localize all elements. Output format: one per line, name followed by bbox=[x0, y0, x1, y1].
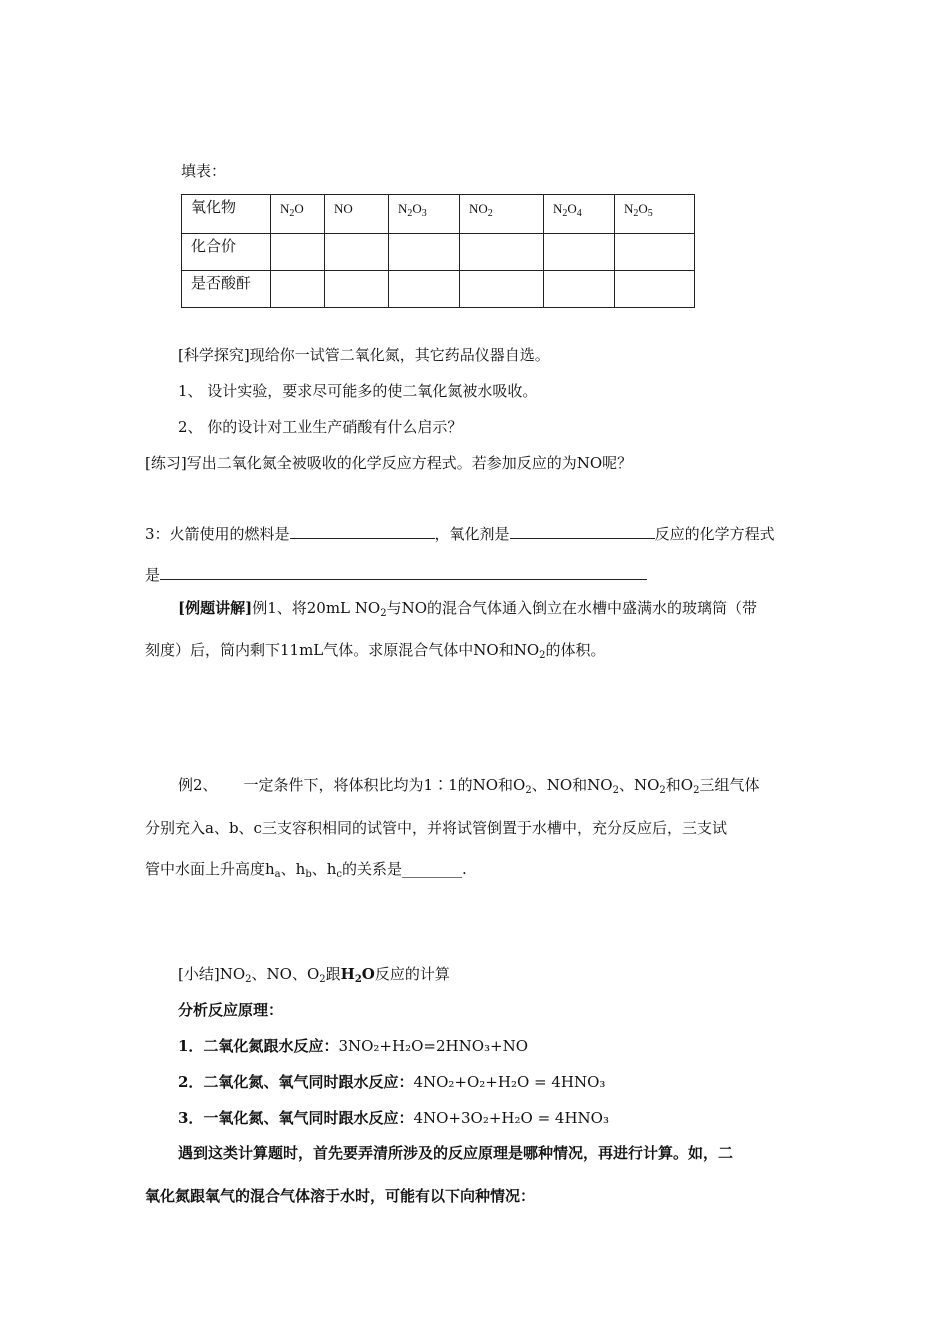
table-cell[interactable] bbox=[271, 271, 325, 308]
reaction-2: 2．二氧化氮、氧气同时跟水反应：4NO₂+O₂+H₂O = 4HNO₃ bbox=[178, 1073, 606, 1091]
table-cell[interactable] bbox=[389, 234, 460, 271]
table-cell[interactable] bbox=[460, 234, 544, 271]
example-2-line3: 管中水面上升高度$h_a$、$h_b$、$h_c$的关系是________. bbox=[145, 860, 467, 880]
reaction-1: 1．二氧化氮跟水反应：3NO₂+H₂O=2HNO₃+NO bbox=[178, 1037, 529, 1055]
oxide-n2o5: $N_2O_5$ bbox=[615, 195, 695, 234]
oxidizer-blank[interactable] bbox=[510, 522, 655, 539]
fill-table-title: 填表： bbox=[181, 162, 227, 180]
example-2-line1: 例2、 一定条件下，将体积比均为1∶1的NO和$O_2$、NO和$NO_2$、$NO_2$和$O_2$三组气体 bbox=[178, 776, 760, 796]
q3-equation-label: 反应的化学方程式 bbox=[654, 525, 775, 543]
q3-is-label: 是 bbox=[145, 566, 161, 584]
closing-line-1: 遇到这类计算题时，首先要弄清所涉及的反应原理是哪种情况，再进行计算。如，二 bbox=[178, 1144, 734, 1162]
example-1-line1: [例题讲解]例1、将20mL $NO_2$与NO的混合气体通入倒立在水槽中盛满水的玻璃筒（带 bbox=[178, 599, 758, 619]
example-2-line2: 分别充入a、b、c三支容积相同的试管中，并将试管倒置于水槽中，充分反应后，三支试 bbox=[145, 819, 727, 837]
fuel-blank[interactable] bbox=[290, 522, 435, 539]
example-1-line2: 刻度）后，筒内剩下11mL气体。求原混合气体中NO和$NO_2$的体积。 bbox=[145, 641, 606, 661]
oxide-table bbox=[181, 194, 695, 308]
question-3-line2 bbox=[145, 563, 647, 585]
table-row bbox=[182, 195, 695, 234]
table-cell[interactable] bbox=[325, 234, 389, 271]
table-cell[interactable] bbox=[460, 271, 544, 308]
row-label-valence: 化合价 bbox=[182, 234, 271, 271]
oxide-no2: $NO_2$ bbox=[460, 195, 544, 234]
q3-oxidizer-label: ，氧化剂是 bbox=[434, 525, 510, 543]
closing-line-2: 氧化氮跟氧气的混合气体溶于水时，可能有以下向种情况： bbox=[145, 1187, 536, 1205]
reaction-3: 3．一氧化氮、氧气同时跟水反应：4NO+3O₂+H₂O = 4HNO₃ bbox=[178, 1109, 609, 1127]
table-cell[interactable] bbox=[271, 234, 325, 271]
table-row bbox=[182, 271, 695, 308]
header-label: 氧化物 bbox=[182, 195, 271, 234]
explore-intro: [科学探究]现给你一试管二氧化氮，其它药品仪器自选。 bbox=[178, 346, 550, 364]
table-cell[interactable] bbox=[325, 271, 389, 308]
oxide-no: NO bbox=[325, 195, 389, 234]
oxide-n2o4: $N_2O_4$ bbox=[544, 195, 615, 234]
example-2-label: 例2、 bbox=[178, 776, 218, 794]
practice-text: [练习]写出二氧化氮全被吸收的化学反应方程式。若参加反应的为NO呢？ bbox=[145, 454, 633, 472]
oxide-n2o3: $N_2O_3$ bbox=[389, 195, 460, 234]
example-label: [例题讲解] bbox=[178, 599, 253, 617]
question-3-line1 bbox=[145, 522, 775, 544]
table-cell[interactable] bbox=[389, 271, 460, 308]
principle-title: 分析反应原理： bbox=[178, 1001, 284, 1019]
oxide-n2o: $N_2O$ bbox=[271, 195, 325, 234]
table-cell[interactable] bbox=[544, 271, 615, 308]
explore-item-1: 1、 设计实验，要求尽可能多的使二氧化氮被水吸收。 bbox=[178, 382, 538, 400]
table-cell[interactable] bbox=[615, 234, 695, 271]
table-cell[interactable] bbox=[544, 234, 615, 271]
explore-item-2: 2、 你的设计对工业生产硝酸有什么启示？ bbox=[178, 418, 463, 436]
table-cell[interactable] bbox=[615, 271, 695, 308]
equation-blank[interactable] bbox=[160, 563, 647, 580]
row-label-anhydride: 是否酸酐 bbox=[182, 271, 271, 308]
summary-title: [小结]$NO_2$、NO、$O_2$跟$H_2O$反应的计算 bbox=[178, 965, 450, 985]
table-row bbox=[182, 234, 695, 271]
q3-fuel-label: 3：火箭使用的燃料是 bbox=[145, 525, 290, 543]
